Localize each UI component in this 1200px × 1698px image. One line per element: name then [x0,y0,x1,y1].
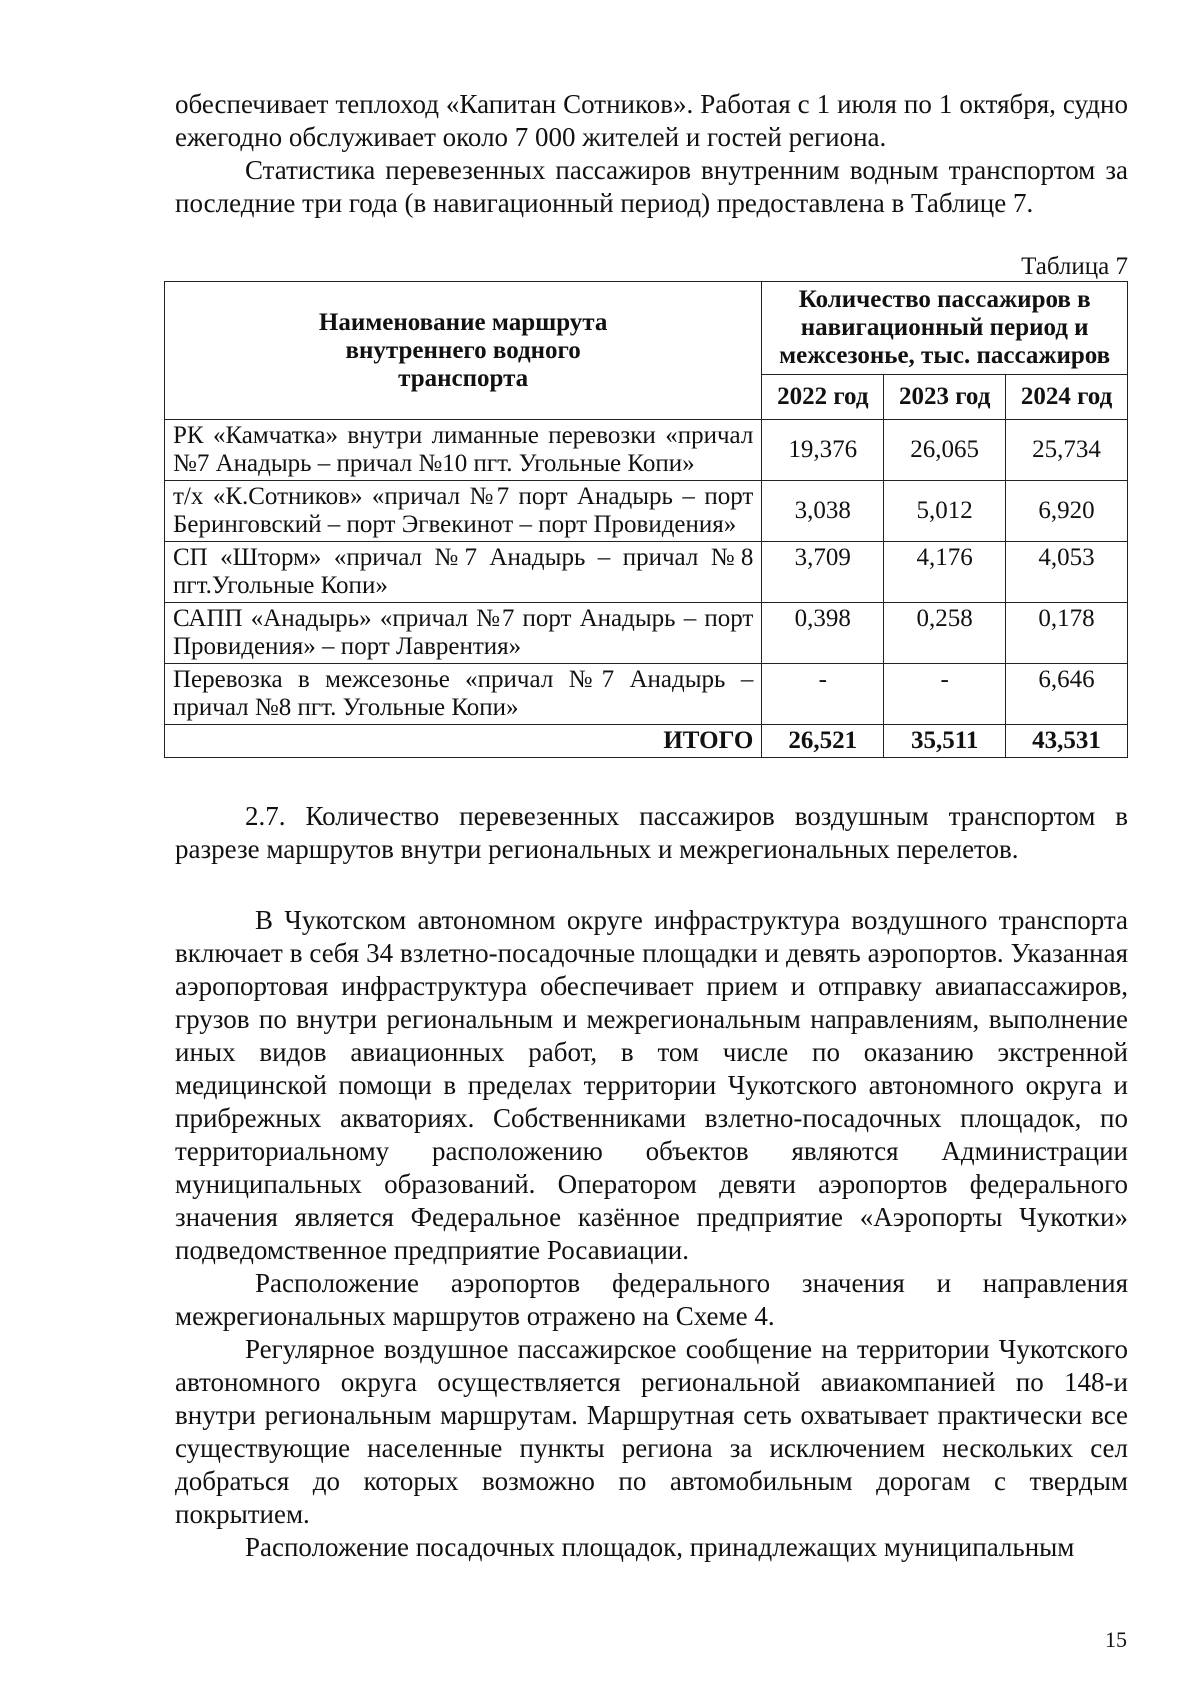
route-cell: САПП «Анадырь» «причал №7 порт Анадырь – порт Провидения» – порт Лаврентия» [165,603,762,664]
value-cell: 4,176 [884,542,1006,603]
paragraph-4: Расположение аэропортов федерального значения и направления межрегиональных маршрутов отражено на Схеме 4. [175,1268,1128,1331]
paragraph-5: Регулярное воздушное пассажирское сообщение на территории Чукотского автономного округа осуществляется региональной авиакомпанией по 148-и внутри региональным маршрутам. Маршрутная сеть охватывает практически все существующие населенные пункты региона за исключением нескольких сел добраться до которых возможно по автомобильным дорогам с твердым покрытием. [175,1334,1128,1529]
route-cell: Перевозка в межсезонье «причал №7 Анадырь – причал №8 пгт. Угольные Копи» [165,664,762,725]
route-cell: СП «Шторм» «причал №7 Анадырь – причал №8 пгт.Угольные Копи» [165,542,762,603]
header-year-2024: 2024 год [1006,375,1128,420]
header-year-2023: 2023 год [884,375,1006,420]
paragraph-6: Расположение посадочных площадок, принадлежащих муниципальным [245,1532,1075,1562]
total-2022: 26,521 [762,725,884,758]
document-page [175,88,1128,1564]
value-cell: 3,709 [762,542,884,603]
header-route: Наименование маршрута внутреннего водного транспорта [165,282,762,420]
value-cell: 6,920 [1006,481,1128,542]
table-row [165,542,1128,603]
route-cell: т/х «К.Сотников» «причал №7 порт Анадырь – порт Беринговский – порт Эгвекинот – порт Провидения» [165,481,762,542]
value-cell: 6,646 [1006,664,1128,725]
header-year-2022: 2022 год [762,375,884,420]
route-cell: РК «Камчатка» внутри лиманные перевозки «причал №7 Анадырь – причал №10 пгт. Угольные Копи» [165,420,762,481]
paragraph-1: обеспечивает теплоход «Капитан Сотников». Работая с 1 июля по 1 октября, судно ежегодно обслуживает около 7 000 жителей и гостей региона. [175,89,1128,152]
value-cell: 26,065 [884,420,1006,481]
value-cell: 0,258 [884,603,1006,664]
total-2024: 43,531 [1006,725,1128,758]
total-2023: 35,511 [884,725,1006,758]
table-row [165,603,1128,664]
table-caption: Таблица 7 [1021,253,1128,280]
value-cell: - [762,664,884,725]
table-row [165,420,1128,481]
table-row [165,481,1128,542]
value-cell: 0,178 [1006,603,1128,664]
value-cell: 3,038 [762,481,884,542]
table-total-row [165,725,1128,758]
header-count: Количество пассажиров в навигационный период и межсезонье, тыс. пассажиров [762,282,1128,375]
value-cell: 5,012 [884,481,1006,542]
page-number: 15 [1105,1627,1127,1652]
value-cell: - [884,664,1006,725]
value-cell: 19,376 [762,420,884,481]
value-cell: 4,053 [1006,542,1128,603]
paragraph-3: В Чукотском автономном округе инфраструктура воздушного транспорта включает в себя 34 взлетно-посадочные площадки и девять аэропортов. Указанная аэропортовая инфраструктура обеспечивает прием и отправку авиапассажиров, грузов по внутри региональным и межрегиональным направлениям, выполнение иных видов авиационных работ, в том числе по оказанию экстренной медицинской помощи в пределах территории Чукотского автономного округа и прибрежных акваториях. Собственниками взлетно-посадочных площадок, по территориальному расположению объектов являются Администрации муниципальных образований. Оператором девяти аэропортов федерального значения является Федеральное казённое предприятие «Аэропорты Чукотки» подведомственное предприятие Росавиации. [175,905,1128,1265]
value-cell: 0,398 [762,603,884,664]
section-2-7-heading: 2.7. Количество перевезенных пассажиров воздушным транспортом в разрезе маршрутов внутри региональных и межрегиональных перелетов. [175,801,1128,864]
paragraph-2: Статистика перевезенных пассажиров внутренним водным транспортом за последние три года (в навигационный период) предоставлена в Таблице 7. [175,155,1128,218]
passenger-table [164,281,1128,758]
table-header-row [165,282,1128,375]
table-row [165,664,1128,725]
total-label: ИТОГО [165,725,762,758]
value-cell: 25,734 [1006,420,1128,481]
